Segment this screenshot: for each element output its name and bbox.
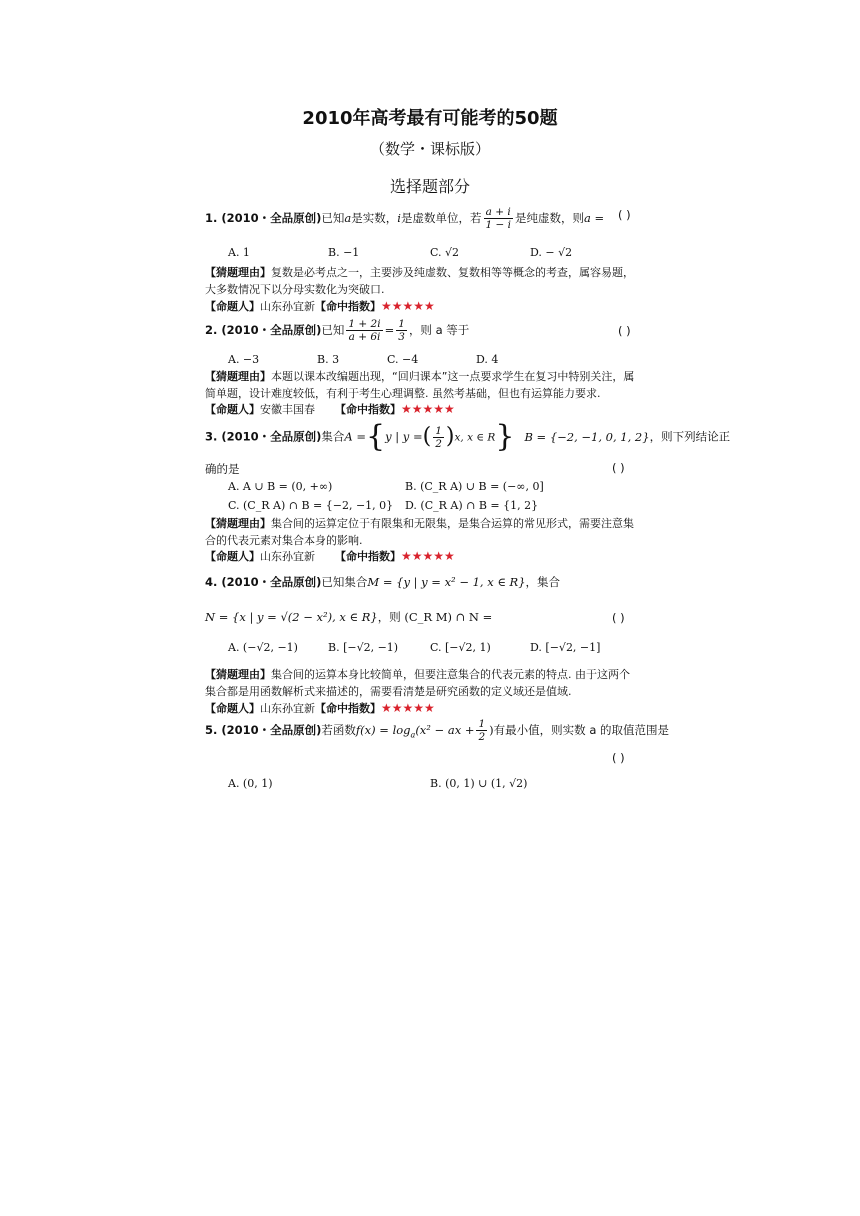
q1-text: 已知 [321, 211, 345, 225]
q2-text: ，则 a 等于 [408, 323, 470, 337]
question-5-stem [205, 718, 669, 743]
q2-text: 已知 [321, 323, 345, 337]
option-c: C. √2 [430, 246, 460, 259]
page-title: 2010年高考最有可能考的50题 [302, 108, 558, 129]
option-a: A. (0, 1) [228, 777, 273, 790]
fraction-numerator: 1 + 2i [348, 318, 381, 330]
option-b: B. (0, 1) ∪ (1, √2) [430, 777, 528, 790]
q5-fraction [476, 718, 487, 743]
author-label: 【命题人】 [205, 403, 260, 416]
q1-fraction [483, 206, 513, 231]
question-4-number: 4. (2010・全品原创) [205, 575, 322, 589]
option-b: B. (C_R A) ∪ B = (−∞, 0] [405, 480, 544, 493]
fraction-numerator: 1 [398, 318, 405, 330]
q1-text: a = [583, 211, 605, 225]
reason-text: 复数是必考点之一，主要涉及纯虚数、复数相等等概念的考查，属容易题，大多数情况下以分母实数化为突破口. [205, 266, 634, 296]
option-b: B. [−√2, −1) [328, 641, 399, 654]
author-label: 【命题人】 [205, 300, 260, 313]
reason-label: 【猜题理由】 [205, 370, 271, 383]
log-base: a [410, 730, 416, 740]
q3-fraction [433, 425, 444, 450]
q1-var-a: a [344, 211, 352, 225]
question-1-reason [205, 264, 640, 298]
q4-text: 已知集合 [321, 575, 368, 589]
fraction-denominator: 3 [398, 331, 405, 343]
q4-text: ，集合 [525, 575, 561, 589]
set-n: N = {x | y = √(2 − x²), x ∈ R} [205, 610, 378, 624]
reason-text: 集合间的运算本身比较简单，但要注意集合的代表元素的特点. 由于这两个集合都是用函数解析式来描述的，需要看清楚是研究函数的定义域还是值域. [205, 668, 630, 698]
rating-stars: ★★★★★ [401, 549, 455, 563]
section-heading: 选择题部分 [389, 177, 470, 196]
question-1-stem [205, 206, 604, 231]
reason-label: 【猜题理由】 [205, 668, 271, 681]
option-a: A. −3 [228, 353, 260, 366]
author-name: 山东孙宜新 [260, 702, 315, 715]
fraction-denominator: 1 − i [485, 219, 511, 231]
q3-text: ，则下列结论正 [649, 429, 731, 444]
question-2-reason [205, 368, 640, 402]
option-c: C. [−√2, 1) [430, 641, 491, 654]
option-b: B. 3 [317, 353, 340, 366]
author-label: 【命题人】 [205, 702, 260, 715]
q2-equals: = [384, 323, 395, 337]
question-2-meta [205, 401, 455, 417]
set-m: M = {y | y = x² − 1, x ∈ R} [367, 575, 526, 589]
option-d: D. − √2 [530, 246, 573, 259]
q1-text: 是虚数单位，若 [400, 211, 482, 225]
fraction-numerator: 1 [478, 718, 486, 730]
fraction-denominator: a + 6i [348, 331, 381, 343]
option-b: B. −1 [328, 246, 360, 259]
rating-stars: ★★★★★ [381, 299, 435, 313]
q1-var-i: i [397, 211, 401, 225]
reason-text: 本题以课本改编题出现，“回归课本”这一点要求学生在复习中特别关注，属简单题，设计难度较低，有利于考生心理调整. 虽然考基础，但也有运算能力要求. [205, 370, 635, 400]
option-c: C. −4 [387, 353, 419, 366]
q1-text: 是纯虚数，则 [514, 211, 584, 225]
q5-text: 若函数 [321, 723, 356, 737]
option-d: D. 4 [476, 353, 499, 366]
question-3-stem-line2: 确的是 [205, 462, 240, 476]
question-4-meta [205, 700, 435, 716]
function-arg: (x² − ax + [415, 723, 475, 737]
function-log: f(x) = log [355, 723, 411, 737]
question-3-meta [205, 548, 455, 564]
q1-text: 是实数， [351, 211, 398, 225]
question-2-stem [205, 318, 469, 343]
reason-label: 【猜题理由】 [205, 517, 271, 530]
answer-parens: ( ) [612, 751, 625, 765]
right-brace: } [495, 419, 515, 454]
option-d: D. [−√2, −1] [530, 641, 601, 654]
answer-parens: ( ) [618, 208, 631, 222]
reason-text: 集合间的运算定位于有限集和无限集，是集合运算的常见形式，需要注意集合的代表元素对集合本身的影响. [205, 517, 634, 547]
author-name: 山东孙宜新 [260, 550, 315, 563]
question-4-stem-line2 [205, 609, 492, 625]
author-label: 【命题人】 [205, 550, 260, 563]
author-name: 山东孙宜新 [260, 300, 315, 313]
right-paren: ) [445, 424, 455, 449]
fraction-denominator: 2 [478, 731, 486, 743]
question-3-number: 3. (2010・全品原创) [205, 429, 322, 444]
q4-expression: ，则 (C_R M) ∩ N = [377, 610, 493, 624]
fraction-numerator: a + i [485, 206, 511, 218]
question-4-stem [205, 574, 560, 590]
q2-fraction-right [396, 318, 407, 343]
fraction-numerator: 1 [435, 424, 442, 437]
set-a-body: y | y = [385, 429, 423, 444]
option-a: A. (−√2, −1) [228, 641, 298, 654]
left-brace: { [366, 419, 386, 454]
q5-text: 有最小值，则实数 a 的取值范围是 [493, 723, 670, 737]
q3-text: 集合 [321, 429, 345, 444]
question-2-number: 2. (2010・全品原创) [205, 323, 322, 337]
reason-label: 【猜题理由】 [205, 266, 271, 279]
answer-parens: ( ) [612, 611, 625, 625]
option-a: A. 1 [228, 246, 250, 259]
left-paren: ( [422, 424, 432, 449]
option-c: C. (C_R A) ∩ B = {−2, −1, 0} [228, 499, 394, 512]
rating-stars: ★★★★★ [381, 701, 435, 715]
set-a-rest: x, x ∈ R [454, 431, 496, 444]
author-name: 安徽丰国春 [260, 403, 315, 416]
index-label: 【命中指数】 [335, 550, 401, 563]
answer-parens: ( ) [612, 461, 625, 475]
question-3-stem [205, 419, 731, 454]
index-label: 【命中指数】 [315, 300, 381, 313]
question-1-meta [205, 298, 435, 314]
answer-parens: ( ) [618, 324, 631, 338]
index-label: 【命中指数】 [315, 702, 381, 715]
set-a-label: A = [344, 429, 367, 444]
question-5-number: 5. (2010・全品原创) [205, 723, 322, 737]
question-3-reason [205, 515, 640, 549]
function-close: ) [489, 723, 494, 737]
fraction-denominator: 2 [435, 437, 442, 450]
rating-stars: ★★★★★ [401, 402, 455, 416]
question-4-reason [205, 666, 640, 700]
q2-fraction-left [346, 318, 382, 343]
index-label: 【命中指数】 [335, 403, 401, 416]
option-a: A. A ∪ B = (0, +∞) [228, 480, 333, 493]
option-d: D. (C_R A) ∩ B = {1, 2} [405, 499, 539, 512]
question-1-number: 1. (2010・全品原创) [205, 211, 322, 225]
set-b: B = {−2, −1, 0, 1, 2} [524, 429, 650, 444]
page-subtitle: （数学・课标版） [369, 140, 490, 158]
